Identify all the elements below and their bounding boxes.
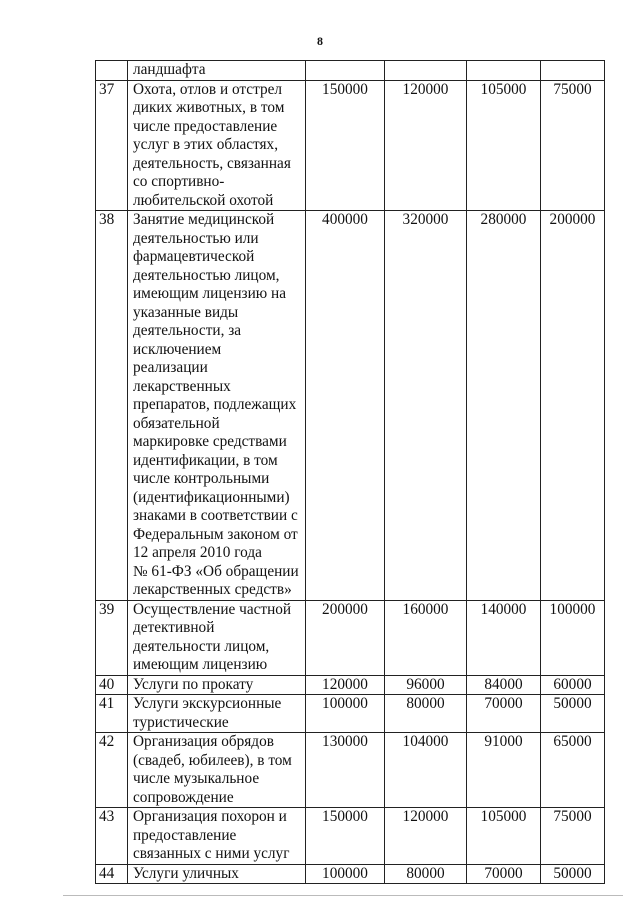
amount-col-4: 60000 [541, 675, 605, 695]
table-row [96, 61, 605, 81]
amount-col-4: 65000 [541, 733, 605, 808]
amount-col-1 [306, 61, 385, 81]
row-number: 37 [96, 80, 128, 211]
amount-col-3: 84000 [467, 675, 541, 695]
amount-col-2: 120000 [385, 808, 467, 865]
amount-col-4: 200000 [541, 211, 605, 601]
amount-col-3: 140000 [467, 600, 541, 675]
amount-col-1: 150000 [306, 80, 385, 211]
table-row [96, 695, 605, 733]
amount-col-2: 320000 [385, 211, 467, 601]
amount-col-3: 105000 [467, 80, 541, 211]
activity-description: Организация обрядов (свадеб, юбилеев), в том числе музыкальное сопровождение [128, 733, 306, 808]
amount-col-2: 160000 [385, 600, 467, 675]
table-row [96, 733, 605, 808]
row-number: 40 [96, 675, 128, 695]
amount-col-1: 200000 [306, 600, 385, 675]
table-row [96, 675, 605, 695]
activity-description: Организация похорон и предоставление связанных с ними услуг [128, 808, 306, 865]
amount-col-2: 96000 [385, 675, 467, 695]
amount-col-4: 75000 [541, 80, 605, 211]
amount-col-2: 80000 [385, 695, 467, 733]
amount-col-2 [385, 61, 467, 81]
amount-col-3: 91000 [467, 733, 541, 808]
amount-col-4 [541, 61, 605, 81]
amount-col-3: 105000 [467, 808, 541, 865]
amount-col-3: 280000 [467, 211, 541, 601]
amount-col-2: 120000 [385, 80, 467, 211]
table-row [96, 864, 605, 884]
activity-description: Осуществление частной детективной деятельности лицом, имеющим лицензию [128, 600, 306, 675]
row-number: 41 [96, 695, 128, 733]
amount-col-3: 70000 [467, 864, 541, 884]
row-number [96, 61, 128, 81]
amount-col-1: 150000 [306, 808, 385, 865]
amount-col-3: 70000 [467, 695, 541, 733]
amount-col-4: 75000 [541, 808, 605, 865]
amount-col-1: 100000 [306, 695, 385, 733]
amount-col-1: 400000 [306, 211, 385, 601]
activity-description: Услуги экскурсионные туристические [128, 695, 306, 733]
row-number: 38 [96, 211, 128, 601]
amount-col-2: 80000 [385, 864, 467, 884]
table-row [96, 808, 605, 865]
amount-col-2: 104000 [385, 733, 467, 808]
page-bottom-rule [63, 895, 623, 896]
amount-col-3 [467, 61, 541, 81]
fee-table-body [96, 61, 605, 884]
fee-table [95, 60, 605, 884]
table-row [96, 80, 605, 211]
row-number: 42 [96, 733, 128, 808]
page-number: 8 [317, 34, 323, 48]
activity-description: Услуги по прокату [128, 675, 306, 695]
table-row [96, 211, 605, 601]
activity-description: Занятие медицинской деятельностью или фармацевтической деятельностью лицом, имеющим лицензию на указанные виды деятельности, за исключением реализации лекарственных препаратов, подлежащих обязательной маркировке средствами идентификации, в том числе контрольными (идентификационными) знаками в соответствии с Федеральным законом от 12 апреля 2010 года № 61-ФЗ «Об обращении лекарственных средств» [128, 211, 306, 601]
row-number: 44 [96, 864, 128, 884]
activity-description: Услуги уличных [128, 864, 306, 884]
amount-col-4: 50000 [541, 695, 605, 733]
amount-col-1: 130000 [306, 733, 385, 808]
activity-description: ландшафта [128, 61, 306, 81]
activity-description: Охота, отлов и отстрел диких животных, в том числе предоставление услуг в этих областях, деятельность, связанная со спортивно- любительской охотой [128, 80, 306, 211]
table-row [96, 600, 605, 675]
row-number: 43 [96, 808, 128, 865]
amount-col-1: 120000 [306, 675, 385, 695]
amount-col-1: 100000 [306, 864, 385, 884]
amount-col-4: 50000 [541, 864, 605, 884]
row-number: 39 [96, 600, 128, 675]
amount-col-4: 100000 [541, 600, 605, 675]
